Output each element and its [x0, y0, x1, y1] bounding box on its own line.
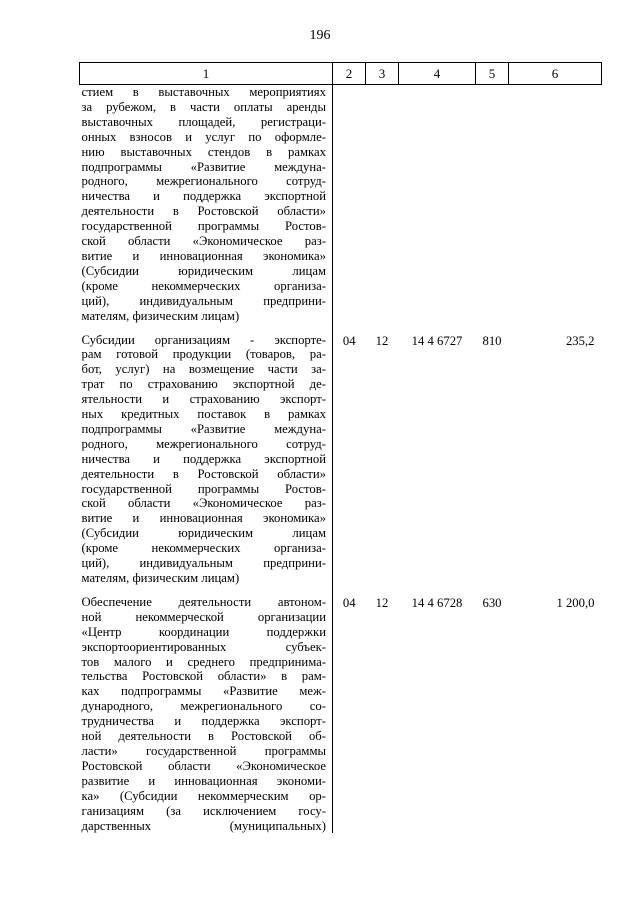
cell-subsection: 12 [375, 595, 389, 610]
description-line: ках подпрограммы «Развитие меж- [81, 684, 326, 699]
description-line: ской области «Экономическое раз- [81, 234, 326, 249]
description-line: подпрограммы «Развитие междуна- [81, 159, 326, 174]
description-line: ной деятельности в Ростовской об- [81, 729, 326, 744]
description-line: подпрограммы «Развитие междуна- [81, 421, 326, 436]
table-row [80, 85, 602, 324]
description-line: ных кредитных поставок в рамках [81, 407, 326, 422]
description-line: выставочных площадей, регистраци- [81, 114, 326, 129]
description-line: ласти» государственной программы [81, 743, 326, 758]
description-line: нию выставочных стендов в рамках [81, 144, 326, 159]
description-line: ятельности и страхованию экспорт- [81, 392, 326, 407]
description-line: ка» (Субсидии некоммерческим ор- [81, 788, 326, 803]
cell-target-article [399, 85, 476, 324]
cell-expense-type [476, 85, 509, 324]
table-row [80, 595, 602, 834]
cell-amount: 1 200,0 [556, 595, 595, 610]
description-line: ной некоммерческой организации [81, 609, 326, 624]
row-description [80, 333, 333, 586]
description-line: дарственных (муниципальных) [81, 818, 326, 833]
col-header-5: 5 [476, 63, 509, 85]
description-line: стием в выставочных мероприятиях [81, 85, 326, 99]
description-line: дународного, межрегионального со- [81, 699, 326, 714]
description-line: онных взносов и услуг по оформле- [81, 129, 326, 144]
row-spacer [80, 324, 333, 333]
cell-amount [509, 85, 602, 324]
description-line: государственной программы Ростов- [81, 481, 326, 496]
description-line: развитие и инновационная экономи- [81, 773, 326, 788]
description-line: тов малого и среднего предпринима- [81, 654, 326, 669]
header-row [80, 63, 602, 85]
description-line: Ростовской области «Экономическое [81, 758, 326, 773]
description-line: (кроме некоммерческих организа- [81, 278, 326, 293]
cell-section: 04 [342, 333, 356, 348]
budget-table [79, 62, 602, 833]
table-row [80, 333, 602, 586]
description-line: ций), индивидуальным предприни- [81, 293, 326, 308]
description-line: витие и инновационная экономика» [81, 511, 326, 526]
description-line: мателям, физическим лицам) [81, 308, 240, 323]
description-line: родного, межрегионального сотруд- [81, 436, 326, 451]
description-line: (Субсидии юридическим лицам [81, 526, 326, 541]
description-line: Субсидии организациям - экспорте- [81, 332, 326, 347]
row-description [80, 85, 333, 324]
cell-subsection [366, 85, 399, 324]
description-line: «Центр координации поддержки [81, 624, 326, 639]
cell-section [333, 85, 366, 324]
description-line: ской области «Экономическое раз- [81, 496, 326, 511]
description-line: (кроме некоммерческих организа- [81, 541, 326, 556]
page-number: 196 [309, 28, 331, 43]
description-line: государственной программы Ростов- [81, 219, 326, 234]
cell-amount: 235,2 [565, 333, 595, 348]
table-body [80, 85, 602, 834]
cell-target-article: 14 4 6728 [411, 595, 463, 610]
cell-expense-type: 810 [482, 333, 502, 348]
description-line: рам готовой продукции (товаров, ра- [81, 347, 326, 362]
budget-table-wrapper [79, 62, 601, 833]
description-line: ничества и поддержка экспортной [81, 451, 326, 466]
description-line: тельства Ростовской области» в рам- [81, 669, 326, 684]
description-line: родного, межрегионального сотруд- [81, 174, 326, 189]
description-line: витие и инновационная экономика» [81, 248, 326, 263]
description-line: ций), индивидуальным предприни- [81, 556, 326, 571]
description-line: (Субсидии юридическим лицам [81, 263, 326, 278]
col-header-6: 6 [509, 63, 602, 85]
description-line: бот, услуг) на возмещение части за- [81, 362, 326, 377]
description-line: деятельности в Ростовской области» [81, 204, 326, 219]
description-line: экспортоориентированных субъек- [81, 639, 326, 654]
description-line: трат по страхованию экспортной де- [81, 377, 326, 392]
description-line: ганизациям (за исключением госу- [81, 803, 326, 818]
description-line: Обеспечение деятельности автоном- [81, 594, 326, 609]
col-header-3: 3 [366, 63, 399, 85]
row-spacer [80, 586, 333, 595]
description-line: деятельности в Ростовской области» [81, 466, 326, 481]
cell-target-article: 14 4 6727 [411, 333, 463, 348]
col-header-4: 4 [399, 63, 476, 85]
cell-section: 04 [342, 595, 356, 610]
description-line: за рубежом, в части оплаты аренды [81, 99, 326, 114]
col-header-1: 1 [80, 63, 333, 85]
description-line: мателям, физическим лицам) [81, 571, 240, 585]
description-line: ничества и поддержка экспортной [81, 189, 326, 204]
description-line: трудничества и поддержка экспорт- [81, 714, 326, 729]
cell-expense-type: 630 [482, 595, 502, 610]
col-header-2: 2 [333, 63, 366, 85]
cell-subsection: 12 [375, 333, 389, 348]
row-description [80, 595, 333, 834]
